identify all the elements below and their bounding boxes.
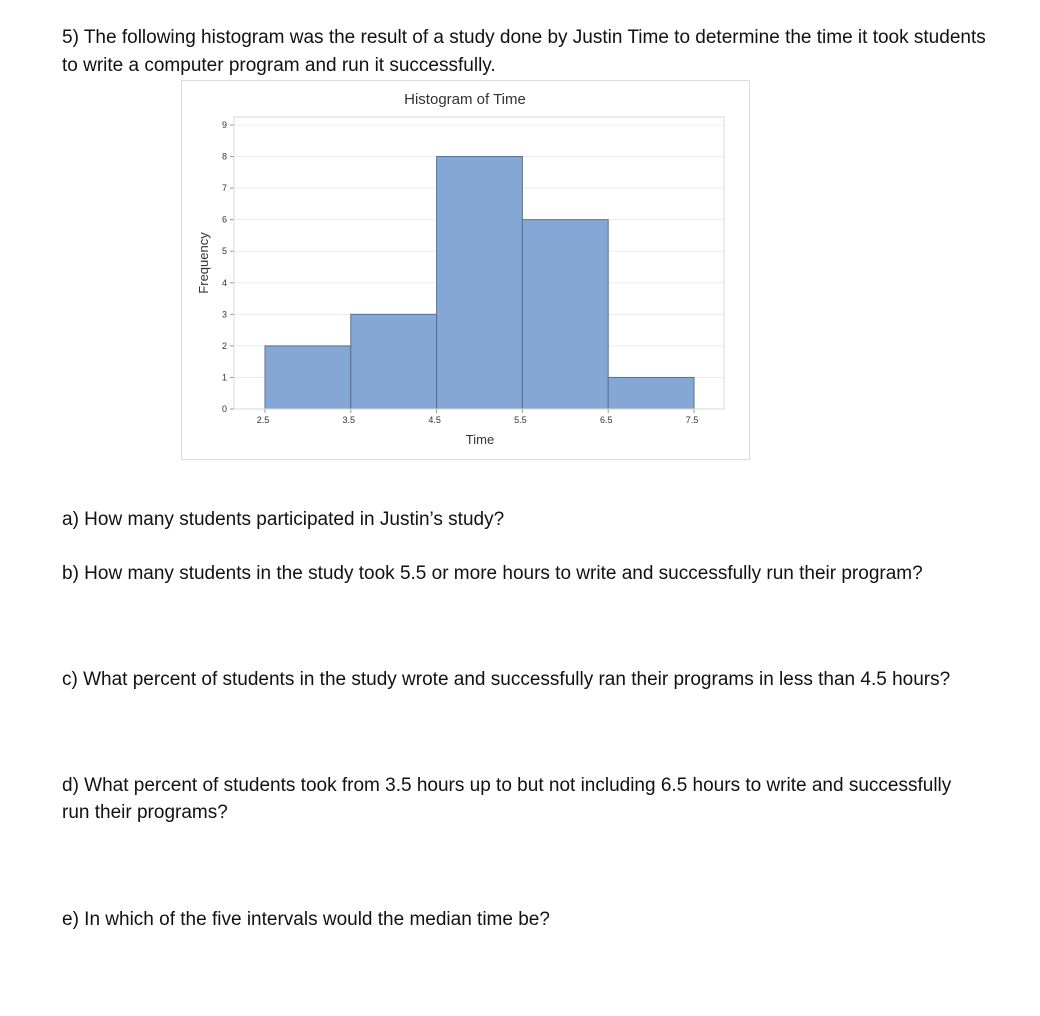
question-d: d) What percent of students took from 3.5 hours up to but not including 6.5 hours to write and successfully run their programs? xyxy=(62,775,952,823)
y-tick-label: 9 xyxy=(221,120,227,130)
question-b: b) How many students in the study took 5.5 or more hours to write and successfully run their program? xyxy=(62,563,923,584)
y-tick-label: 8 xyxy=(221,151,227,162)
histogram-bar xyxy=(522,220,608,409)
histogram-svg xyxy=(182,81,749,459)
histogram-bar xyxy=(608,377,694,409)
x-ticks xyxy=(257,409,699,425)
chart-title: Histogram of Time xyxy=(404,91,526,108)
y-tick-label: 3 xyxy=(221,309,227,320)
y-tick-label: 4 xyxy=(221,277,227,288)
question-a: a) How many students participated in Justin’s study? xyxy=(62,509,505,530)
x-tick-label: 5.5 xyxy=(514,415,527,425)
x-tick-label: 7.5 xyxy=(685,415,699,425)
histogram-bar xyxy=(265,346,351,409)
y-tick-label: 7 xyxy=(221,183,227,194)
x-tick-label: 6.5 xyxy=(599,415,613,425)
x-tick-label: 4.5 xyxy=(428,415,441,425)
y-tick-label: 6 xyxy=(221,214,227,225)
x-axis-label: Time xyxy=(465,432,495,447)
y-tick-label: 5 xyxy=(221,246,227,257)
histogram-bar xyxy=(351,314,437,409)
question-e: e) In which of the five intervals would the median time be? xyxy=(62,909,550,930)
x-tick-label: 2.5 xyxy=(256,415,270,425)
y-tick-label: 0 xyxy=(221,404,227,414)
y-tick-label: 2 xyxy=(221,340,227,351)
y-ticks xyxy=(222,120,234,414)
histogram-chart xyxy=(181,80,750,460)
x-tick-label: 3.5 xyxy=(342,415,356,425)
histogram-bar xyxy=(437,157,523,409)
question-c: c) What percent of students in the study wrote and successfully ran their programs in less than 4.5 hours? xyxy=(62,669,951,690)
y-tick-label: 1 xyxy=(221,372,227,383)
problem-intro: 5) The following histogram was the result of a study done by Justin Time to determine the time it took students to write a computer program and run it successfully. xyxy=(62,27,986,76)
y-axis-label: Frequency xyxy=(196,232,211,294)
